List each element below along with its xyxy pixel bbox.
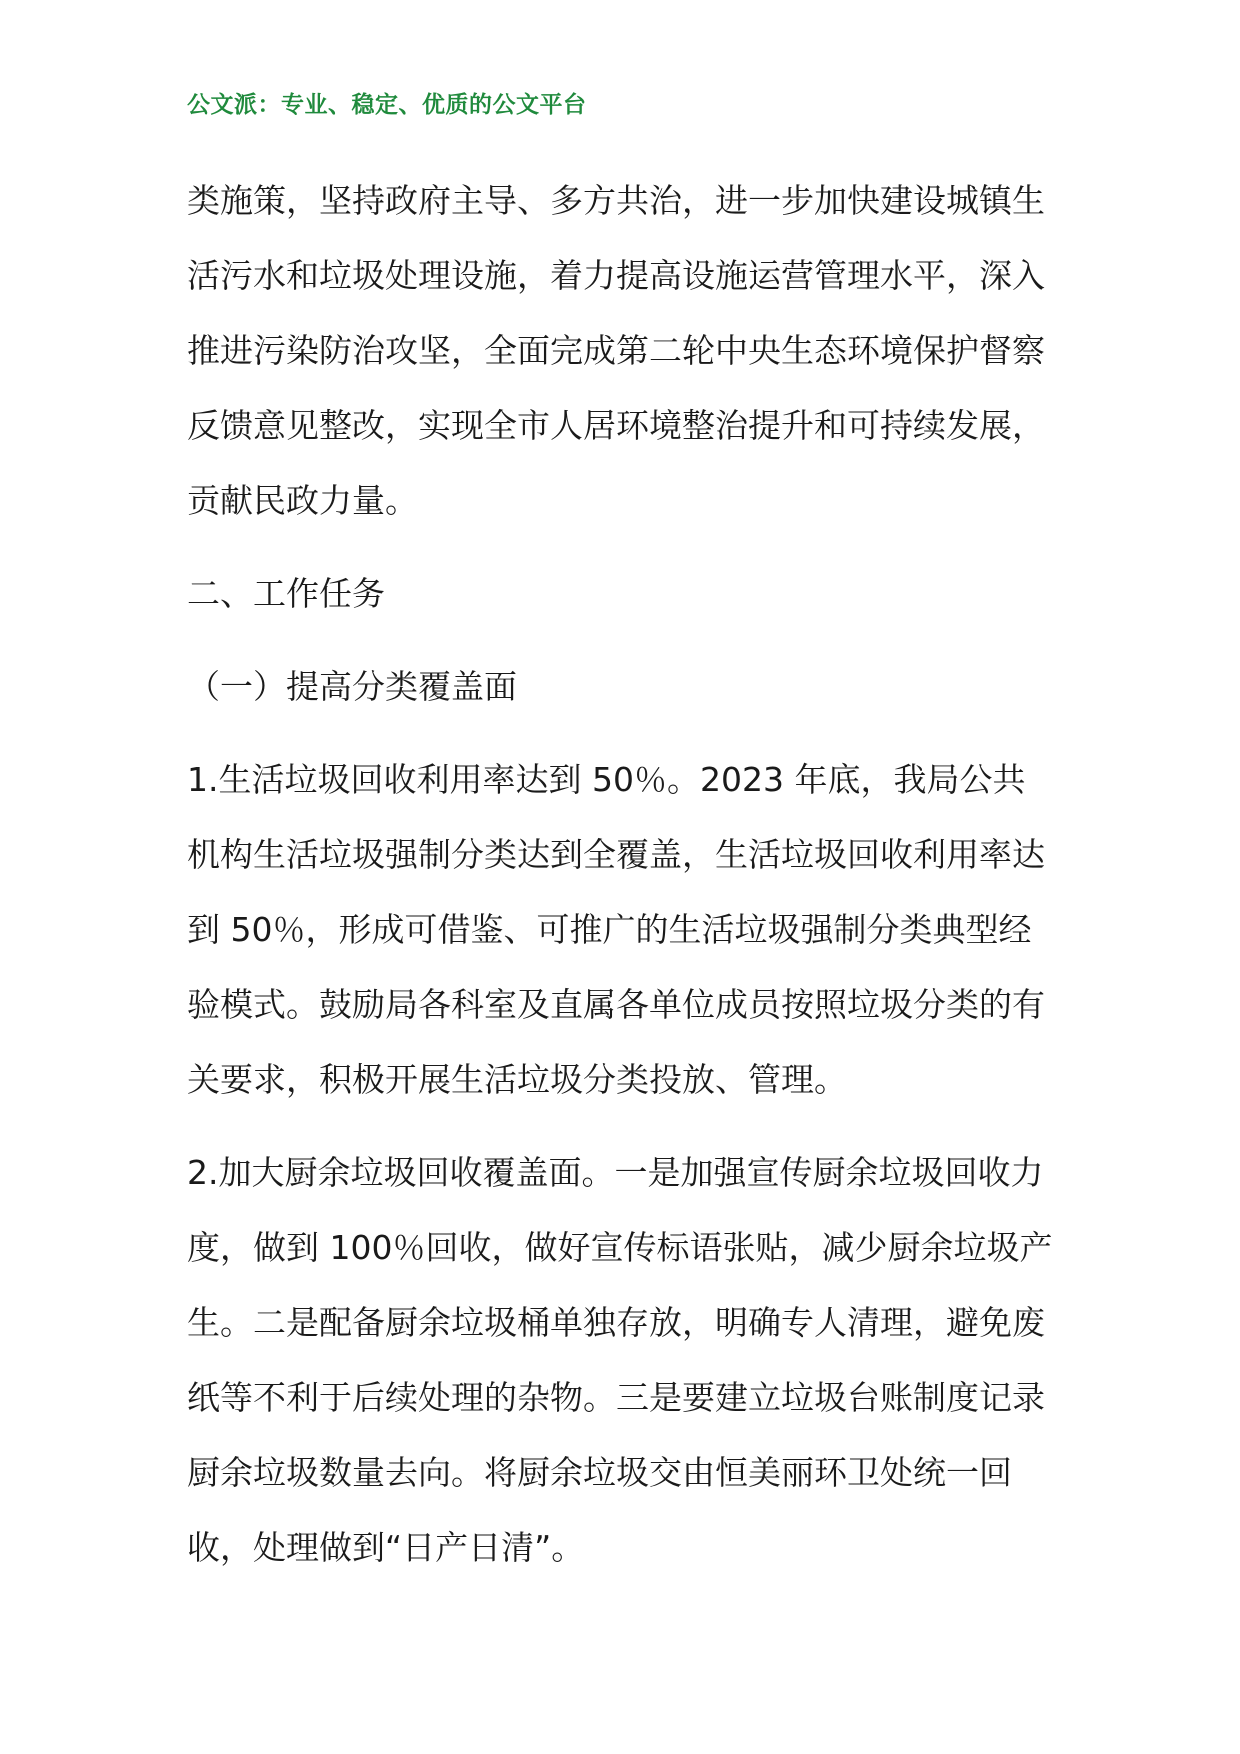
subsection-heading-coverage: （一）提高分类覆盖面 [187,667,517,706]
task-item-1: 1.生活垃圾回收利用率达到 50％。2023 年底，我局公共机构生活垃圾强制分类达到全覆盖，生活垃圾回收利用率达到 50％，形成可借鉴、可推广的生活垃圾强制分类典型经验模式。鼓励局各科室及直属各单位成员按照垃圾分类的有关要求，积极开展生活垃圾分类投放、管理。 [187,760,1045,1099]
brand-header: 公文派：专业、稳定、优质的公文平台 [187,92,587,118]
document-body [187,163,1057,1603]
section-heading-tasks: 二、工作任务 [187,574,385,613]
task-item-2: 2.加大厨余垃圾回收覆盖面。一是加强宣传厨余垃圾回收力度，做到 100％回收，做好宣传标语张贴，减少厨余垃圾产生。二是配备厨余垃圾桶单独存放，明确专人清理，避免废纸等不利于后续处理的杂物。三是要建立垃圾台账制度记录厨余垃圾数量去向。将厨余垃圾交由恒美丽环卫处统一回收，处理做到“日产日清”。 [187,1153,1053,1567]
intro-paragraph: 类施策，坚持政府主导、多方共治，进一步加快建设城镇生活污水和垃圾处理设施，着力提高设施运营管理水平，深入推进污染防治攻坚，全面完成第二轮中央生态环境保护督察反馈意见整改，实现全市人居环境整治提升和可持续发展，贡献民政力量。 [187,181,1045,520]
